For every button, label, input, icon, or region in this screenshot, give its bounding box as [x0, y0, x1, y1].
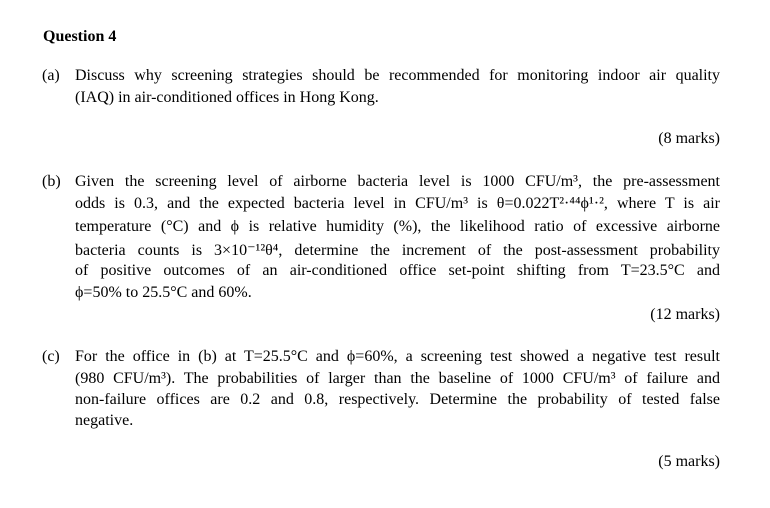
- part-b-line-4: bacteria counts is 3×10⁻¹²θ⁴, determine the increment of the post-assessment probability: [75, 242, 720, 259]
- part-c-line-4: negative.: [75, 412, 134, 429]
- part-c-line-1: For the office in (b) at T=25.5°C and ϕ=60%, a screening test showed a negative test result: [75, 348, 720, 365]
- part-b-line-3: temperature (°C) and ϕ is relative humidity (%), the likelihood ratio of excessive airborne: [75, 218, 720, 235]
- question-title: Question 4: [43, 28, 117, 45]
- part-b-line-2: odds is 0.3, and the expected bacteria level in CFU/m³ is θ=0.022T²·⁴⁴ϕ¹·², where T is air: [75, 195, 720, 212]
- part-b-line-1: Given the screening level of airborne bacteria level is 1000 CFU/m³, the pre-assessment: [75, 173, 720, 190]
- part-a-line-2: (IAQ) in air-conditioned offices in Hong Kong.: [75, 89, 379, 106]
- part-a-line-1: Discuss why screening strategies should be recommended for monitoring indoor air quality: [75, 67, 720, 84]
- part-b-marks: (12 marks): [650, 306, 720, 323]
- part-a-marks: (8 marks): [658, 130, 720, 147]
- part-b-line-6: ϕ=50% to 25.5°C and 60%.: [75, 284, 252, 301]
- part-b-label: (b): [42, 173, 61, 190]
- part-c-label: (c): [42, 348, 60, 365]
- part-c-marks: (5 marks): [658, 453, 720, 470]
- part-c-line-2: (980 CFU/m³). The probabilities of larger than the baseline of 1000 CFU/m³ of failure and: [75, 370, 720, 387]
- part-a-label: (a): [42, 67, 60, 84]
- part-b-line-5: of positive outcomes of an air-conditioned office set-point shifting from T=23.5°C and: [75, 262, 720, 279]
- part-c-line-3: non-failure offices are 0.2 and 0.8, respectively. Determine the probability of tested false: [75, 391, 720, 408]
